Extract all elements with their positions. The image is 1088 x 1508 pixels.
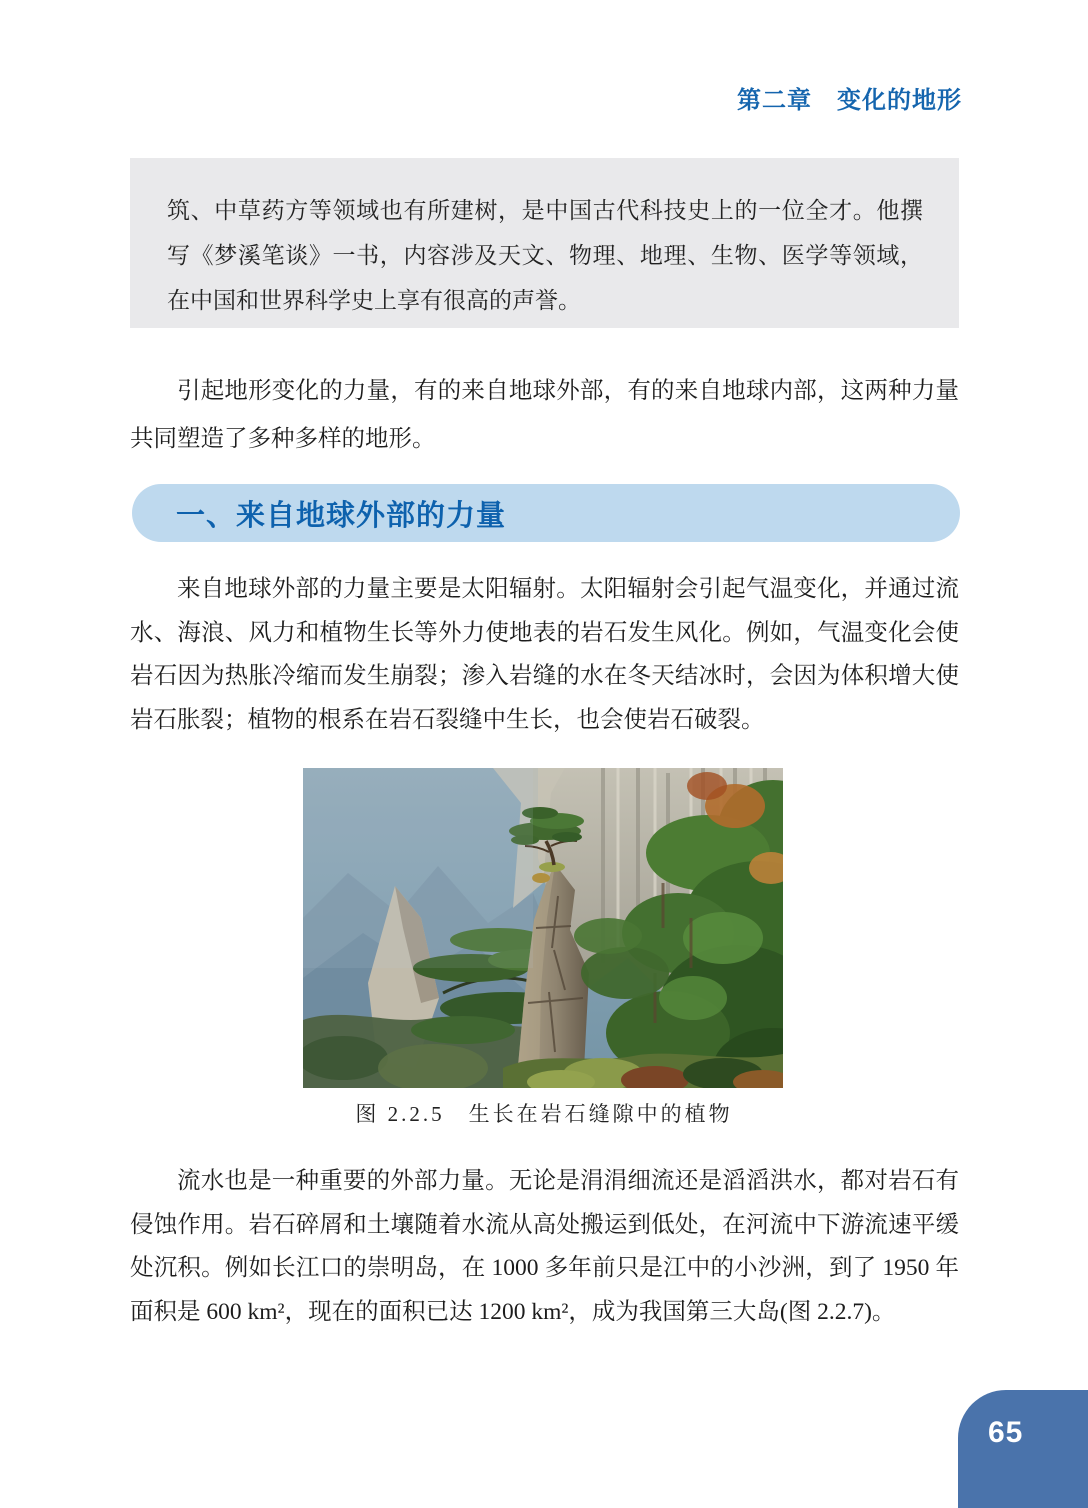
section-title: 一、来自地球外部的力量 bbox=[176, 499, 507, 532]
page-number: 65 bbox=[988, 1416, 1024, 1449]
chapter-header: 第二章 变化的地形 bbox=[737, 87, 962, 114]
page-number-box bbox=[958, 1390, 1088, 1508]
flowing-water-paragraph: 流水也是一种重要的外部力量。无论是涓涓细流还是滔滔洪水，都对岩石有侵蚀作用。岩石碎屑和土壤随着水流从高处搬运到低处，在河流中下游流速平缓处沉积。例如长江口的崇明岛，在 1000 多年前只是江中的小沙洲，到了 1950 年面积是 600 km²，现在的面积已达 1200 km²，成为我国第三大岛(图 2.2.7)。 bbox=[130, 1168, 959, 1325]
note-text: 筑、中草药方等领域也有所建树，是中国古代科技史上的一位全才。他撰写《梦溪笔谈》一书，内容涉及天文、物理、地理、生物、医学等领域，在中国和世界科学史上享有很高的声誉。 bbox=[167, 198, 923, 313]
section-title-bar bbox=[132, 484, 960, 542]
external-force-paragraph: 来自地球外部的力量主要是太阳辐射。太阳辐射会引起气温变化，并通过流水、海浪、风力和植物生长等外力使地表的岩石发生风化。例如，气温变化会使岩石因为热胀冷缩而发生崩裂；渗入岩缝的水在冬天结冰时，会因为体积增大使岩石胀裂；植物的根系在岩石裂缝中生长，也会使岩石破裂。 bbox=[130, 576, 959, 733]
photo-illustration bbox=[303, 768, 783, 1088]
figure-caption: 图 2.2.5 生长在岩石缝隙中的植物 bbox=[355, 1102, 733, 1126]
rock-plant-photo bbox=[303, 768, 783, 1088]
note-box bbox=[130, 158, 959, 328]
intro-paragraph: 引起地形变化的力量，有的来自地球外部，有的来自地球内部，这两种力量共同塑造了多种多样的地形。 bbox=[130, 378, 959, 452]
foreground-bushes bbox=[503, 1054, 783, 1088]
